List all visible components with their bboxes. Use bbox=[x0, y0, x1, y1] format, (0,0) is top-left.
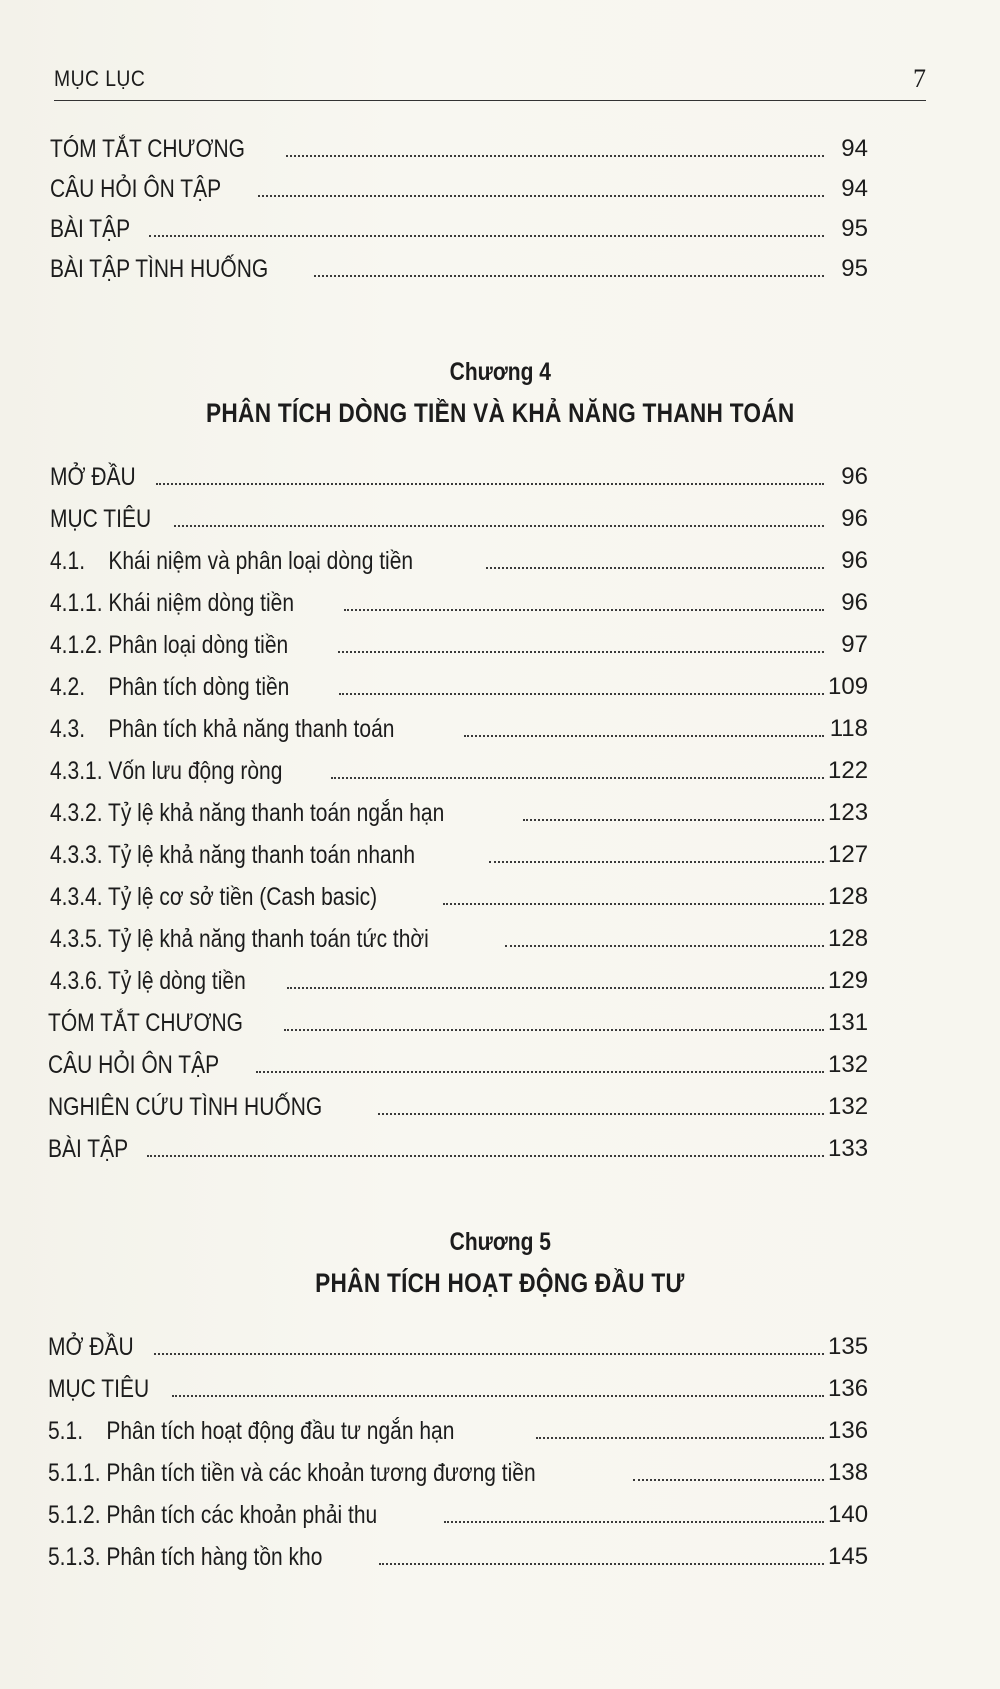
toc-entry-page: 118 bbox=[829, 715, 868, 742]
toc-entry bbox=[48, 1048, 868, 1080]
toc-entry bbox=[50, 796, 868, 828]
toc-entry-page: 96 bbox=[841, 463, 868, 490]
toc-entry-label: 5.1.1. Phân tích tiền và các khoản tương đương tiền bbox=[48, 1459, 536, 1487]
toc-entry-page: 136 bbox=[828, 1417, 869, 1444]
toc-entry bbox=[50, 880, 868, 912]
leader-dots bbox=[378, 1112, 824, 1115]
toc-entry-label: TÓM TẮT CHƯƠNG bbox=[48, 1009, 244, 1037]
toc-entry bbox=[48, 1330, 868, 1362]
toc-entry-page: 123 bbox=[828, 799, 869, 826]
leader-dots bbox=[172, 1394, 824, 1397]
toc-entry-page: 96 bbox=[841, 547, 868, 574]
toc-entry-page: 127 bbox=[828, 841, 869, 868]
toc-entry bbox=[50, 712, 868, 744]
toc-entry-label: 4.1. Khái niệm và phân loại dòng tiền bbox=[50, 547, 414, 575]
leader-dots bbox=[486, 566, 824, 569]
toc-entry-label: 4.1.1. Khái niệm dòng tiền bbox=[50, 589, 295, 617]
toc-entry-label: 5.1.3. Phân tích hàng tồn kho bbox=[48, 1543, 323, 1571]
leader-dots bbox=[286, 154, 824, 157]
running-head: MỤC LỤC bbox=[54, 66, 146, 91]
leader-dots bbox=[284, 1028, 824, 1031]
toc-entry-label: CÂU HỎI ÔN TẬP bbox=[48, 1051, 220, 1079]
leader-dots bbox=[147, 1154, 824, 1157]
toc-entry-page: 131 bbox=[828, 1009, 869, 1036]
leader-dots bbox=[174, 524, 824, 527]
leader-dots bbox=[314, 274, 824, 277]
toc-entry-label: 4.3.6. Tỷ lệ dòng tiền bbox=[50, 967, 246, 995]
toc-entry bbox=[50, 586, 868, 618]
leader-dots bbox=[536, 1436, 824, 1439]
chapter-title-text: PHÂN TÍCH DÒNG TIỀN VÀ KHẢ NĂNG THANH TOÁN bbox=[205, 398, 795, 428]
toc-entry bbox=[50, 922, 868, 954]
toc-entry-page: 94 bbox=[841, 175, 868, 202]
chapter-number bbox=[0, 1228, 1000, 1257]
page-header bbox=[54, 64, 926, 101]
toc-entry-label: TÓM TẮT CHƯƠNG bbox=[50, 135, 246, 163]
toc-entry-page: 133 bbox=[828, 1135, 869, 1162]
toc-entry bbox=[48, 1006, 868, 1038]
toc-entry-page: 122 bbox=[828, 757, 869, 784]
toc-entry-label: CÂU HỎI ÔN TẬP bbox=[50, 175, 222, 203]
leader-dots bbox=[256, 1070, 824, 1073]
toc-entry-page: 109 bbox=[828, 673, 869, 700]
toc-entry bbox=[48, 1372, 868, 1404]
leader-dots bbox=[379, 1562, 824, 1565]
toc-entry-label: BÀI TẬP TÌNH HUỐNG bbox=[50, 255, 269, 283]
toc-entry-page: 95 bbox=[841, 215, 868, 242]
toc-entry-label: 4.3.2. Tỷ lệ khả năng thanh toán ngắn hạn bbox=[50, 799, 445, 827]
toc-entry bbox=[50, 212, 868, 244]
leader-dots bbox=[258, 194, 824, 197]
toc-entry-page: 129 bbox=[828, 967, 869, 994]
toc-entry bbox=[50, 172, 868, 204]
leader-dots bbox=[339, 692, 824, 695]
toc-entry-page: 135 bbox=[828, 1333, 869, 1360]
leader-dots bbox=[523, 818, 824, 821]
leader-dots bbox=[156, 482, 824, 485]
toc-entry bbox=[50, 670, 868, 702]
toc-entry bbox=[48, 1414, 868, 1446]
toc-entry-label: MỞ ĐẦU bbox=[48, 1333, 134, 1361]
toc-entry bbox=[48, 1090, 868, 1122]
toc-entry-page: 94 bbox=[841, 135, 868, 162]
toc-entry bbox=[50, 132, 868, 164]
toc-entry bbox=[50, 964, 868, 996]
chapter-title bbox=[0, 1268, 1000, 1299]
toc-entry-label: MỤC TIÊU bbox=[50, 505, 152, 533]
leader-dots bbox=[149, 234, 824, 237]
toc-entry-label: 5.1. Phân tích hoạt động đầu tư ngắn hạn bbox=[48, 1417, 455, 1445]
toc-entry bbox=[50, 754, 868, 786]
page-number: 7 bbox=[913, 64, 926, 93]
leader-dots bbox=[331, 776, 824, 779]
toc-entry-page: 96 bbox=[841, 505, 868, 532]
toc-entry-page: 138 bbox=[828, 1459, 869, 1486]
toc-entry bbox=[48, 1540, 868, 1572]
toc-entry-page: 132 bbox=[828, 1093, 869, 1120]
toc-entry-label: MỞ ĐẦU bbox=[50, 463, 136, 491]
leader-dots bbox=[489, 860, 824, 863]
toc-entry-label: BÀI TẬP bbox=[48, 1135, 129, 1163]
toc-entry-label: 4.2. Phân tích dòng tiền bbox=[50, 673, 290, 701]
toc-entry bbox=[50, 252, 868, 284]
chapter-number-text: Chương 4 bbox=[449, 358, 551, 386]
leader-dots bbox=[154, 1352, 824, 1355]
toc-entry bbox=[48, 1132, 868, 1164]
toc-entry-page: 145 bbox=[828, 1543, 869, 1570]
chapter-number-text: Chương 5 bbox=[449, 1228, 551, 1256]
toc-entry-label: 4.3.4. Tỷ lệ cơ sở tiền (Cash basic) bbox=[50, 883, 378, 911]
toc-entry-label: 4.3.3. Tỷ lệ khả năng thanh toán nhanh bbox=[50, 841, 416, 869]
leader-dots bbox=[444, 1520, 824, 1523]
leader-dots bbox=[344, 608, 824, 611]
toc-entry-label: 4.3.1. Vốn lưu động ròng bbox=[50, 757, 283, 785]
toc-entry bbox=[48, 1456, 868, 1488]
toc-entry-label: MỤC TIÊU bbox=[48, 1375, 150, 1403]
toc-entry-label: BÀI TẬP bbox=[50, 215, 131, 243]
toc-entry bbox=[50, 544, 868, 576]
toc-entry bbox=[50, 460, 868, 492]
toc-entry bbox=[48, 1498, 868, 1530]
toc-entry-label: NGHIÊN CỨU TÌNH HUỐNG bbox=[48, 1093, 323, 1121]
toc-entry-label: 4.3. Phân tích khả năng thanh toán bbox=[50, 715, 395, 743]
toc-entry-page: 132 bbox=[828, 1051, 869, 1078]
toc-entry bbox=[50, 502, 868, 534]
leader-dots bbox=[505, 944, 824, 947]
toc-entry-page: 128 bbox=[828, 925, 869, 952]
toc-entry-page: 140 bbox=[828, 1501, 869, 1528]
toc-entry-label: 4.3.5. Tỷ lệ khả năng thanh toán tức thời bbox=[50, 925, 429, 953]
toc-entry bbox=[50, 838, 868, 870]
toc-entry bbox=[50, 628, 868, 660]
toc-entry-page: 97 bbox=[841, 631, 868, 658]
leader-dots bbox=[443, 902, 824, 905]
toc-entry-page: 96 bbox=[841, 589, 868, 616]
leader-dots bbox=[287, 986, 824, 989]
toc-entry-label: 5.1.2. Phân tích các khoản phải thu bbox=[48, 1501, 378, 1529]
toc-entry-page: 128 bbox=[828, 883, 869, 910]
leader-dots bbox=[633, 1478, 824, 1481]
toc-entry-label: 4.1.2. Phân loại dòng tiền bbox=[50, 631, 289, 659]
leader-dots bbox=[338, 650, 824, 653]
chapter-number bbox=[0, 358, 1000, 387]
toc-entry-page: 95 bbox=[841, 255, 868, 282]
leader-dots bbox=[464, 734, 824, 737]
toc-entry-page: 136 bbox=[828, 1375, 869, 1402]
chapter-title-text: PHÂN TÍCH HOẠT ĐỘNG ĐẦU TƯ bbox=[315, 1268, 685, 1298]
chapter-title bbox=[0, 398, 1000, 429]
